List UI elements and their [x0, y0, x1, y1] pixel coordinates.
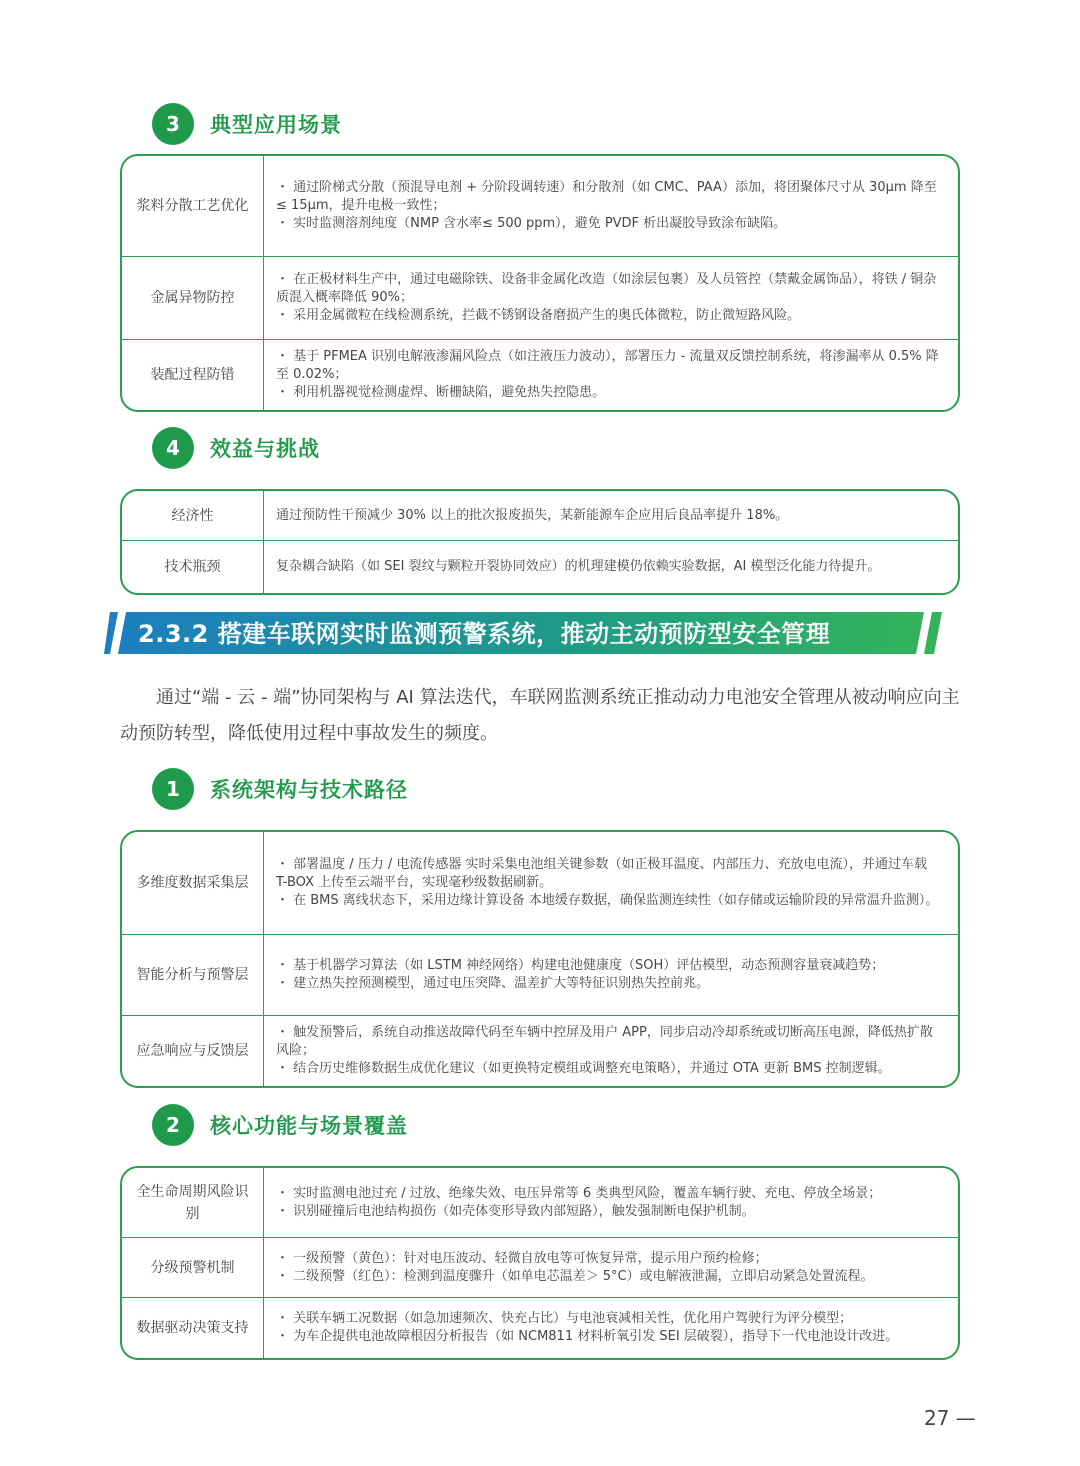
row-label: 经济性 [122, 491, 264, 540]
row-text: 复杂耦合缺陷（如 SEI 裂纹与颗粒开裂协同效应）的机理建模仍依赖实验数据，AI 模型泛化能力待提升。 [276, 559, 881, 574]
bullet-item: ・ 通过阶梯式分散（预混导电剂 + 分阶段调转速）和分散剂（如 CMC、PAA）添加，将团聚体尺寸从 30μm 降至≤ 15μm，提升电极一致性； [276, 180, 937, 213]
table-row [122, 1168, 958, 1238]
row-content [264, 832, 958, 934]
table-row [122, 491, 958, 541]
banner-right-stripe [924, 612, 942, 654]
row-text: 通过预防性干预减少 30% 以上的批次报废损失，某新能源车企应用后良品率提升 18%。 [276, 507, 789, 523]
bullet-item: ・ 关联车辆工况数据（如急加速频次、快充占比）与电池衰减相关性，优化用户驾驶行为评分模型； [276, 1311, 853, 1326]
row-content [264, 1168, 958, 1237]
bullet-item: ・ 二级预警（红色）：检测到温度骤升（如单电芯温差＞ 5°C）或电解液泄漏，立即启动紧急处置流程。 [276, 1268, 874, 1284]
section-1-header [152, 768, 408, 810]
row-label: 分级预警机制 [122, 1238, 264, 1297]
bullet-item: ・ 在 BMS 离线状态下，采用边缘计算设备 本地缓存数据，确保监测连续性（如存储或运输阶段的异常温升监测）。 [276, 893, 939, 908]
row-label: 金属异物防控 [122, 257, 264, 339]
bullet-item: ・ 在正极材料生产中，通过电磁除铁、设备非金属化改造（如涂层包裹）及人员管控（禁戴金属饰品），将铁 / 铜杂质混入概率降低 90%； [276, 272, 937, 305]
table-row [122, 541, 958, 593]
section-number-badge: 3 [152, 103, 194, 145]
row-label: 浆料分散工艺优化 [122, 156, 264, 256]
table-benefits-challenges [120, 489, 960, 595]
bullet-item: ・ 实时监测溶剂纯度（NMP 含水率≤ 500 ppm），避免 PVDF 析出凝胶导致涂布缺陷。 [276, 216, 787, 231]
row-label: 装配过程防错 [122, 340, 264, 410]
row-content [264, 541, 958, 593]
table-row [122, 1298, 958, 1358]
section-number-badge: 1 [152, 768, 194, 810]
bullet-item: ・ 一级预警（黄色）：针对电压波动、轻微自放电等可恢复异常，提示用户预约检修； [276, 1250, 768, 1266]
table-row [122, 832, 958, 935]
row-content [264, 935, 958, 1015]
bullet-item: ・ 为车企提供电池故障根因分析报告（如 NCM811 材料析氧引发 SEI 层破裂），指导下一代电池设计改进。 [276, 1329, 899, 1344]
intro-paragraph: 通过“端 - 云 - 端”协同架构与 AI 算法迭代，车联网监测系统正推动动力电池安全管理从被动响应向主动预防转型，降低使用过程中事故发生的频度。 [120, 687, 960, 744]
bullet-item: ・ 识别碰撞后电池结构损伤（如壳体变形导致内部短路），触发强制断电保护机制。 [276, 1203, 755, 1219]
row-content [264, 1238, 958, 1297]
section-4-header [152, 427, 320, 469]
table-row [122, 340, 958, 410]
row-label: 技术瓶颈 [122, 541, 264, 593]
section-number-badge: 2 [152, 1104, 194, 1146]
table-row [122, 257, 958, 340]
row-content [264, 491, 958, 540]
section-3-header [152, 103, 342, 145]
bullet-item: ・ 触发预警后，系统自动推送故障代码至车辆中控屏及用户 APP，同步启动冷却系统或切断高压电源，降低热扩散风险； [276, 1025, 933, 1058]
row-label: 多维度数据采集层 [122, 832, 264, 934]
bullet-item: ・ 采用金属微粒在线检测系统，拦截不锈钢设备磨损产生的奥氏体微粒，防止微短路风险。 [276, 308, 801, 323]
row-label: 全生命周期风险识别 [122, 1168, 264, 1237]
row-content [264, 156, 958, 256]
page-number: 27 — [924, 1406, 976, 1430]
row-content [264, 340, 958, 410]
bullet-item: ・ 利用机器视觉检测虚焊、断栅缺陷，避免热失控隐患。 [276, 385, 606, 400]
chapter-heading: 2.3.2 搭建车联网实时监测预警系统，推动主动预防型安全管理 [138, 620, 831, 648]
row-label: 数据驱动决策支持 [122, 1298, 264, 1358]
table-core-functions [120, 1166, 960, 1360]
row-content [264, 257, 958, 339]
bullet-item: ・ 基于机器学习算法（如 LSTM 神经网络）构建电池健康度（SOH）评估模型，动态预测容量衰减趋势； [276, 958, 885, 973]
banner-left-stripe [104, 612, 118, 654]
row-content [264, 1298, 958, 1358]
section-2-header [152, 1104, 408, 1146]
section-title: 典型应用场景 [210, 113, 342, 137]
bullet-item: ・ 部署温度 / 压力 / 电流传感器 实时采集电池组关键参数（如正极耳温度、内部压力、充放电电流），并通过车载 T-BOX 上传至云端平台，实现毫秒级数据刷新。 [276, 857, 928, 890]
table-row [122, 935, 958, 1016]
section-number-badge: 4 [152, 427, 194, 469]
table-row [122, 1238, 958, 1298]
section-title: 效益与挑战 [210, 437, 320, 461]
row-content [264, 1016, 958, 1086]
bullet-item: ・ 建立热失控预测模型，通过电压突降、温差扩大等特征识别热失控前兆。 [276, 976, 710, 991]
table-application-scenarios [120, 154, 960, 412]
section-title: 核心功能与场景覆盖 [210, 1114, 408, 1138]
section-title: 系统架构与技术路径 [210, 778, 408, 802]
table-system-architecture [120, 830, 960, 1088]
bullet-item: ・ 基于 PFMEA 识别电解液渗漏风险点（如注液压力波动），部署压力 - 流量双反馈控制系统，将渗漏率从 0.5% 降至 0.02%； [276, 349, 939, 382]
bullet-item: ・ 结合历史维修数据生成优化建议（如更换特定模组或调整充电策略），并通过 OTA 更新 BMS 控制逻辑。 [276, 1061, 891, 1076]
bullet-item: ・ 实时监测电池过充 / 过放、绝缘失效、电压异常等 6 类典型风险，覆盖车辆行驶、充电、停放全场景； [276, 1185, 882, 1201]
table-row [122, 1016, 958, 1086]
table-row [122, 156, 958, 257]
row-label: 智能分析与预警层 [122, 935, 264, 1015]
row-label: 应急响应与反馈层 [122, 1016, 264, 1086]
